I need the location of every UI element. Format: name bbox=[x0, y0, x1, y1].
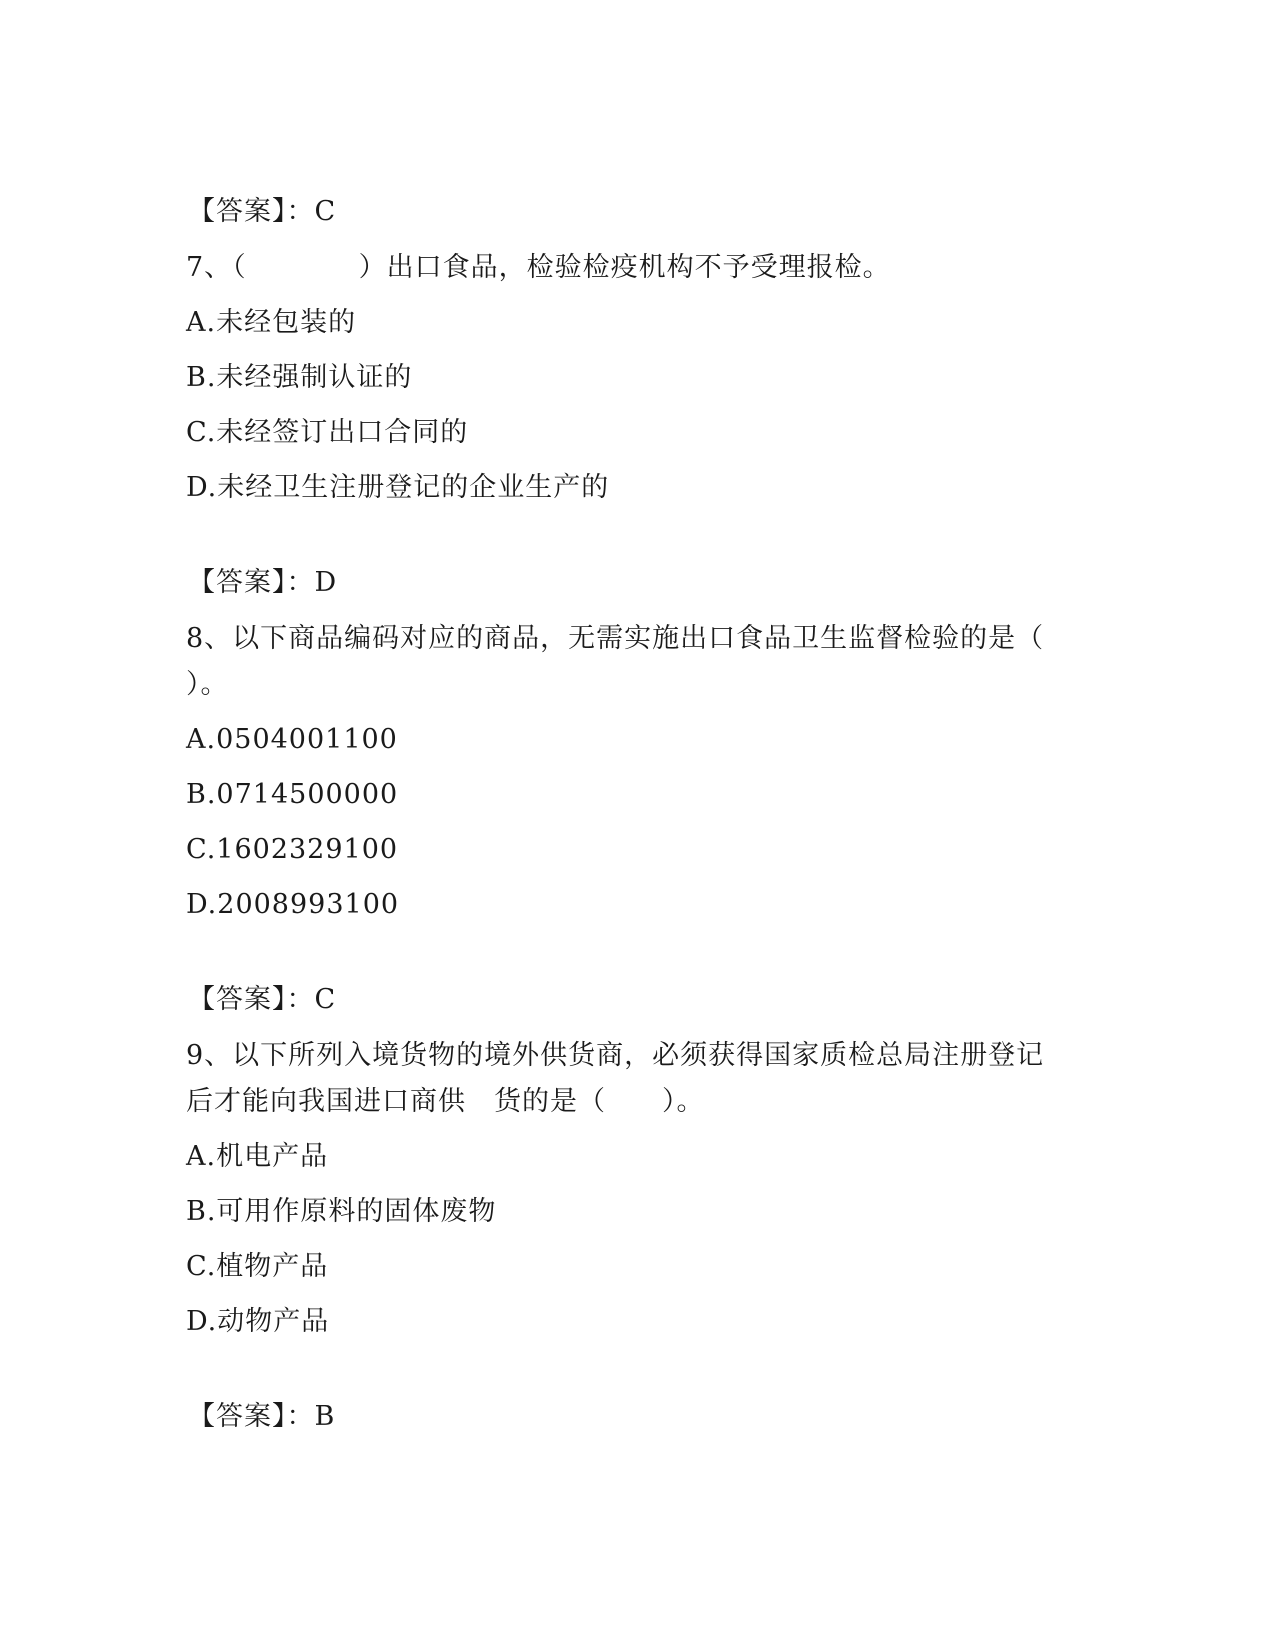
question-8-line-1: 8、以下商品编码对应的商品，无需实施出口食品卫生监督检验的是（ bbox=[186, 623, 1045, 654]
option-d: D.2008993100 bbox=[186, 889, 400, 920]
question-7: 7、（ ）出口食品，检验检疫机构不予受理报检。 bbox=[186, 252, 891, 283]
answer-line: 【答案】：D bbox=[188, 567, 338, 598]
option-c: C.1602329100 bbox=[186, 834, 399, 865]
question-9-line-1: 9、以下所列入境货物的境外供货商，必须获得国家质检总局注册登记 bbox=[186, 1040, 1045, 1071]
option-c: C.植物产品 bbox=[186, 1251, 329, 1282]
option-b: B.未经强制认证的 bbox=[186, 362, 413, 393]
option-a: A.未经包装的 bbox=[186, 307, 357, 338]
option-a: A.机电产品 bbox=[186, 1141, 329, 1172]
answer-line: 【答案】：C bbox=[188, 984, 337, 1015]
question-8-line-2: ）。 bbox=[186, 669, 229, 700]
option-d: D.未经卫生注册登记的企业生产的 bbox=[186, 472, 610, 503]
option-d: D.动物产品 bbox=[186, 1306, 330, 1337]
option-b: B.0714500000 bbox=[186, 779, 399, 810]
option-b: B.可用作原料的固体废物 bbox=[186, 1196, 497, 1227]
answer-line: 【答案】：C bbox=[188, 196, 337, 227]
answer-line: 【答案】：B bbox=[188, 1401, 336, 1432]
option-c: C.未经签订出口合同的 bbox=[186, 417, 469, 448]
question-9-line-2: 后才能向我国进口商供 货的是（ ）。 bbox=[186, 1086, 705, 1117]
option-a: A.0504001100 bbox=[186, 724, 398, 755]
